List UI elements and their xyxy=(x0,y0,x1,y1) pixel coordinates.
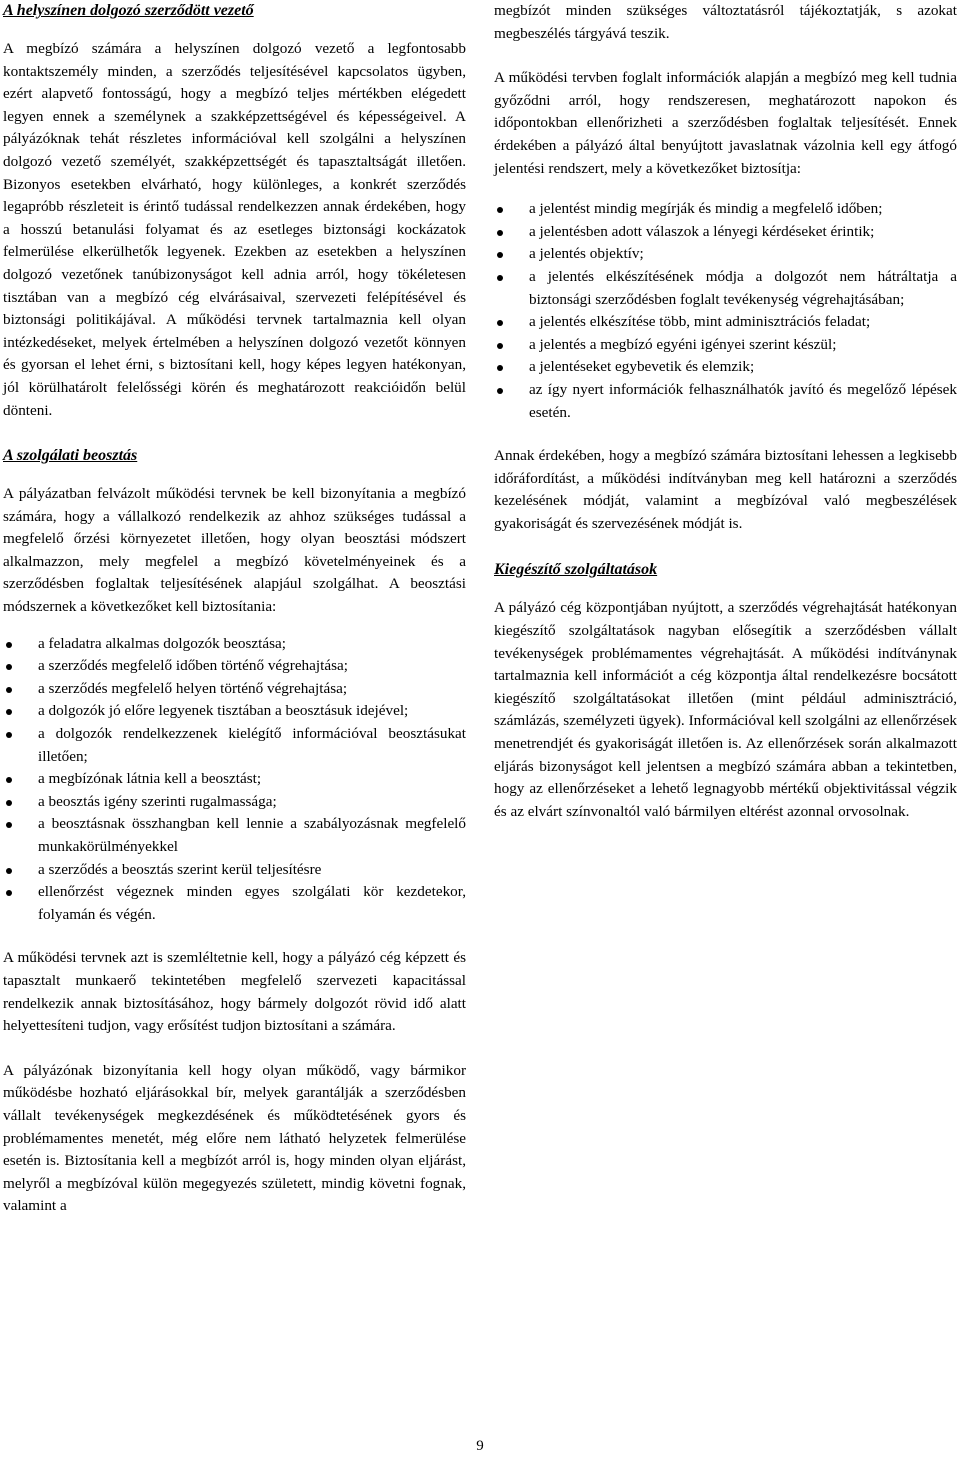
report-requirements-list xyxy=(494,198,957,424)
list-item: a szerződés megfelelő helyen történő végrehajtása; xyxy=(3,678,466,701)
list-item: az így nyert információk felhasználhatók javító és megelőző lépések esetén. xyxy=(494,379,957,424)
schedule-requirements-list xyxy=(3,633,466,927)
paragraph-onsite-manager: A megbízó számára a helyszínen dolgozó vezető a legfontosabb kontaktszemély minden, a szerződés teljesítésével kapcsolatos ügyben, ezért alapvető fontosságú, hogy a megbízó teljes mértékben elégedett legyen ennek a személynek a szakképzettségével és képességeivel. A pályázóknak tehát részletes információval kell szolgálni a helyszínen dolgozó vezető személyét, szakképzettségét és tapasztaltságát illetően. Bizonyos esetekben elvárható, hogy különleges, a konkrét szerződés legapróbb részleteit is érintő tudással rendelkezzen annak érdekében, hogy a hosszú betanulási folyamat és az esetleges biztonsági kockázatok felmerülése elkerülhetők legyenek. Ezekben az esetekben a helyszínen dolgozó vezetőnek tanúbizonyságot kell adnia arról, hogy tökéletesen tisztában van a megbízó cég elvárásaival, szervezeti felépítésével és biztonsági politikájával. A működési tervnek tartalmaznia kell olyan intézkedéseket, melyek értelmében a helyszínen dolgozó vezetőt könnyen és gyorsan el lehet érni, s biztosítani kell, hogy képes legyen hatékonyan, jól körülhatárolt felelősségi körén és meghatározott reakcióidőn belül dönteni. xyxy=(3,40,466,419)
list-item: a jelentés objektív; xyxy=(494,243,957,266)
paragraph-continued: megbízót minden szükséges változtatásról tájékoztatják, s azokat megbeszélés tárgyává teszik. xyxy=(494,2,957,42)
list-item: a jelentéseket egybevetik és elemzik; xyxy=(494,356,957,379)
paragraph-staff-capacity: A működési tervnek azt is szemléltetnie kell, hogy a pályázó cég képzett és tapasztalt munkaerő tekintetében megfelelő szervezeti kapacitással rendelkezik annak biztosításához, hogy bármely dolgozót rövid idő alatt helyettesíteni tudjon, vagy erősítést tudjon biztosítani a számára. xyxy=(3,949,466,1035)
list-item: a szerződés a beosztás szerint kerül teljesítésre xyxy=(3,859,466,882)
list-item: a beosztás igény szerinti rugalmassága; xyxy=(3,791,466,814)
list-item: a dolgozók rendelkezzenek kielégítő információval beosztásukat illetően; xyxy=(3,723,466,768)
right-column xyxy=(494,0,957,823)
paragraph-supplementary-services: A pályázó cég központjában nyújtott, a szerződés végrehajtását hatékonyan kiegészítő szolgáltatások nagyban elősegítik a szerződésben vállalt tevékenységek problémamentes végrehajtását. A működési indítványnak tartalmaznia kell információt a cég központja által rendelkezésre bocsátott kiegészítő szolgáltatásokat illetően (mint például adminisztráció, számlázás, személyzeti ügyek). Információval kell szolgálni az ellenőrzések menetrendjét és gyakoriságát illetően is. Az ellenőrzések során alkalmazott eljárás bizonyságot kell jelentsen a megbízó számára abban a tekintetben, hogy az ellenőrzéseket a lehető legnagyobb mértékű objektivitással végzik és az elvárt színvonaltól való bármilyen eltérést azonnal orvosolnak. xyxy=(494,599,957,820)
list-item: ellenőrzést végeznek minden egyes szolgálati kör kezdetekor, folyamán és végén. xyxy=(3,881,466,926)
list-item: a jelentés elkészítésének módja a dolgozót nem hátráltatja a biztonsági szerződésben foglalt tevékenység végrehajtásában; xyxy=(494,266,957,311)
list-item: a megbízónak látnia kell a beosztást; xyxy=(3,768,466,791)
page-number: 9 xyxy=(476,1438,484,1454)
paragraph-meetings: Annak érdekében, hogy a megbízó számára biztosítani lehessen a legkisebb időráfordítást, a működési indítványban meg kell határozni a szerződés kezelésének módját, valamint a megbízóval való megbeszélések gyakoriságát és szervezésének módját is. xyxy=(494,447,957,532)
list-item: a dolgozók jó előre legyenek tisztában a beosztásuk idejével; xyxy=(3,700,466,723)
list-item: a jelentést mindig megírják és mindig a megfelelő időben; xyxy=(494,198,957,221)
paragraph-duty-schedule: A pályázatban felvázolt működési tervnek be kell bizonyítania a megbízó számára, hogy a vállalkozó rendelkezik az ahhoz szükséges tudással a megfelelő őrzési környezetet illetően, hogy olyan beosztási módszert alkalmazzon, mely megfelel a megbízó követelményeinek és a szerződésben foglaltak teljesítésének alapjául szolgálhat. A beosztási módszernek a következőket kell biztosítania: xyxy=(3,485,466,616)
section-heading-supplementary-services: Kiegészítő szolgáltatások xyxy=(494,561,658,579)
list-item: a jelentés elkészítése több, mint adminisztrációs feladat; xyxy=(494,311,957,334)
left-column xyxy=(3,0,466,1218)
list-item: a szerződés megfelelő időben történő végrehajtása; xyxy=(3,655,466,678)
section-heading-duty-schedule: A szolgálati beosztás xyxy=(3,447,138,465)
list-item: a jelentés a megbízó egyéni igényei szerint készül; xyxy=(494,334,957,357)
list-item: a jelentésben adott válaszok a lényegi kérdéseket érintik; xyxy=(494,221,957,244)
paragraph-reporting-system: A működési tervben foglalt információk alapján a megbízó meg kell tudnia győződni arról, hogy rendszeresen, meghatározott napokon és időpontokban ellenőrizheti a szerződésben foglaltak teljesítését. Ennek érdekében a pályázó által benyújtott javaslatnak vázolnia kell egy átfogó jelentési rendszert, mely a következőket biztosítja: xyxy=(494,69,957,177)
list-item: a feladatra alkalmas dolgozók beosztása; xyxy=(3,633,466,656)
list-item: a beosztásnak összhangban kell lennie a szabályozásnak megfelelő munkakörülményekkel xyxy=(3,813,466,858)
paragraph-procedures: A pályázónak bizonyítania kell hogy olyan működő, vagy bármikor működésbe hozható eljárásokkal bír, melyek garantálják a szerződésben vállalt tevékenységek megkezdésének és működtetésének gyors és problémamentes menetét, még előre nem látható helyzetek felmerülése esetén is. Biztosítania kell a megbízót arról is, hogy minden olyan eljárást, melyről a megbízóval külön megegyezés született, mindig követni fognak, valamint a xyxy=(3,1061,466,1215)
section-heading-onsite-manager: A helyszínen dolgozó szerződött vezető xyxy=(3,2,254,19)
